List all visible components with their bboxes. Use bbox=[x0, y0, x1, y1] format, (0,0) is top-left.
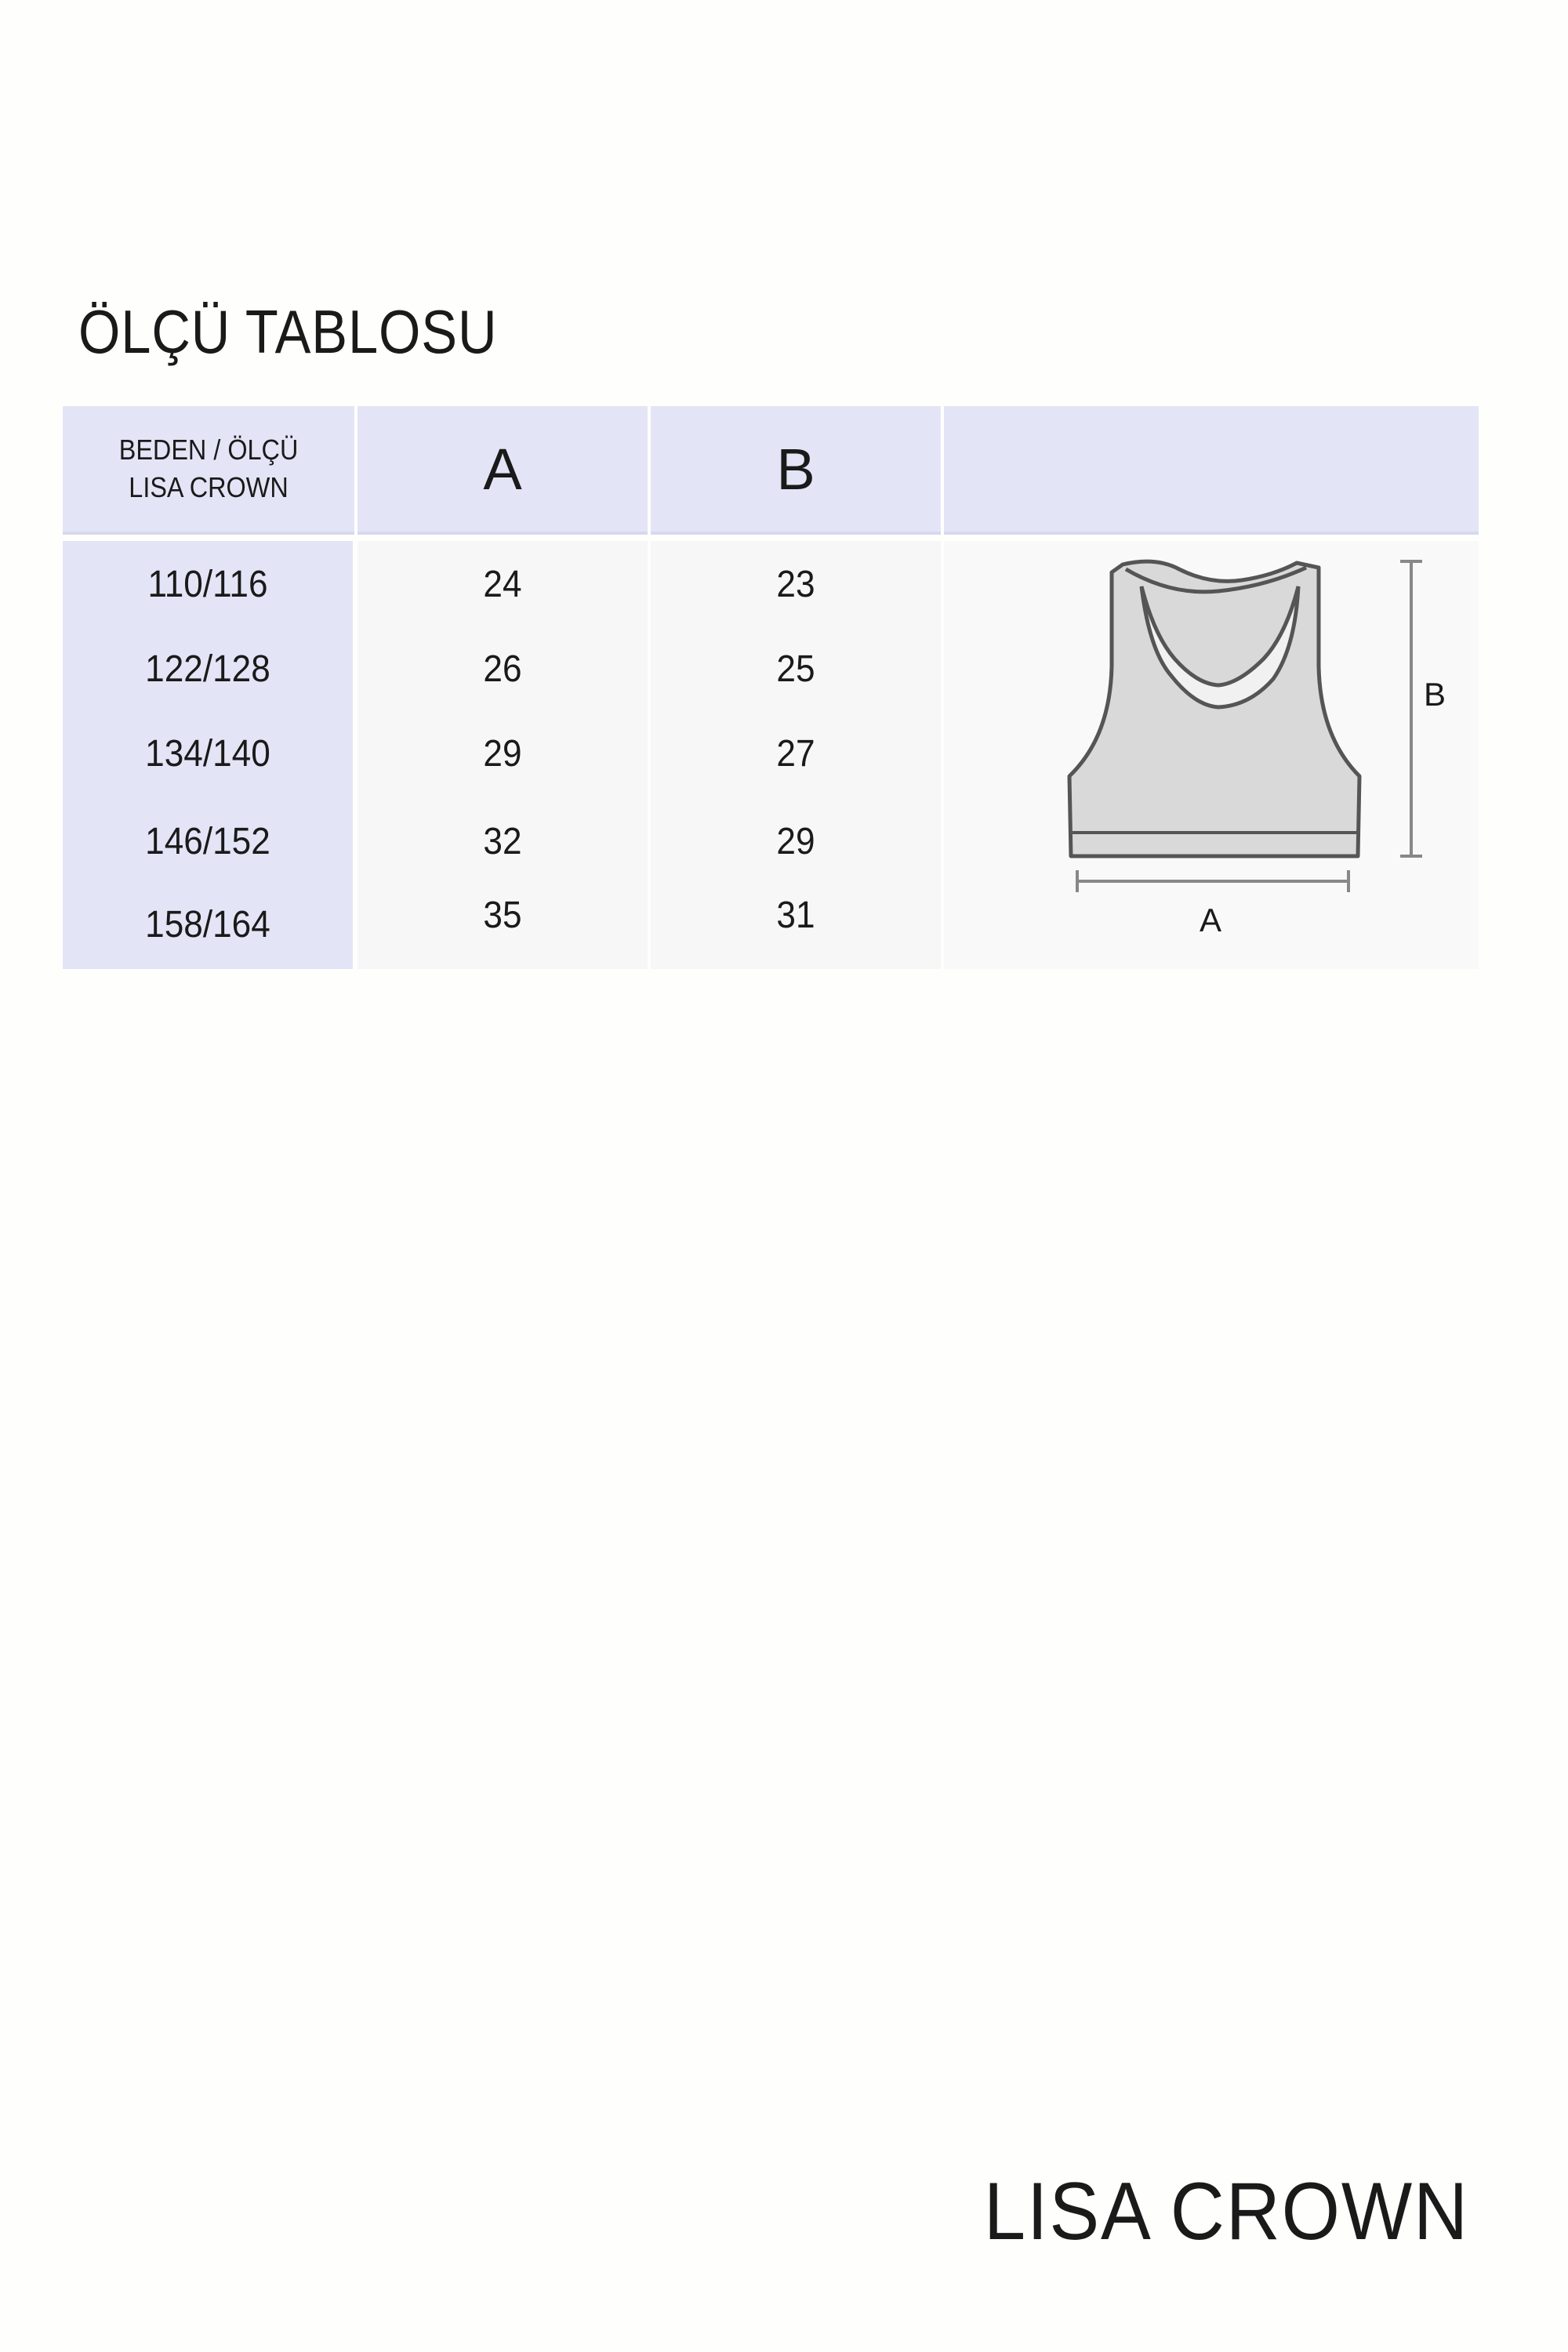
sports-bra-icon bbox=[944, 541, 1479, 969]
header-size-label: BEDEN / ÖLÇÜ bbox=[118, 434, 299, 466]
a-cell: 29 bbox=[483, 733, 522, 775]
size-cell: 158/164 bbox=[145, 904, 270, 946]
col-b-values bbox=[651, 541, 941, 969]
size-chart-table bbox=[63, 406, 1479, 969]
size-cell: 134/140 bbox=[145, 733, 270, 775]
header-col-a bbox=[358, 406, 648, 535]
b-cell: 31 bbox=[776, 895, 815, 936]
b-cell: 23 bbox=[776, 564, 815, 605]
brand-logo-text: LISA CROWN bbox=[983, 2166, 1469, 2257]
measure-a-label: A bbox=[1199, 902, 1222, 938]
header-size-cell bbox=[63, 406, 354, 535]
size-cell: 122/128 bbox=[145, 648, 270, 690]
size-column bbox=[63, 541, 353, 969]
header-brand-label: LISA CROWN bbox=[129, 471, 289, 503]
a-cell: 32 bbox=[483, 821, 522, 862]
size-cell: 110/116 bbox=[147, 564, 268, 605]
b-cell: 27 bbox=[776, 733, 815, 775]
page-title: ÖLÇÜ TABLOSU bbox=[78, 297, 498, 366]
a-cell: 35 bbox=[483, 895, 522, 936]
measure-b-label: B bbox=[1423, 676, 1446, 713]
a-cell: 24 bbox=[483, 564, 522, 605]
b-cell: 29 bbox=[776, 821, 815, 862]
header-col-b-label: B bbox=[776, 436, 815, 502]
garment-outline bbox=[1069, 561, 1359, 856]
header-col-b bbox=[651, 406, 941, 535]
col-a-values bbox=[358, 541, 648, 969]
header-diagram-cell bbox=[944, 406, 1479, 535]
header-col-a-label: A bbox=[483, 436, 522, 502]
b-cell: 25 bbox=[776, 648, 815, 690]
a-cell: 26 bbox=[483, 648, 522, 690]
size-cell: 146/152 bbox=[145, 821, 270, 862]
